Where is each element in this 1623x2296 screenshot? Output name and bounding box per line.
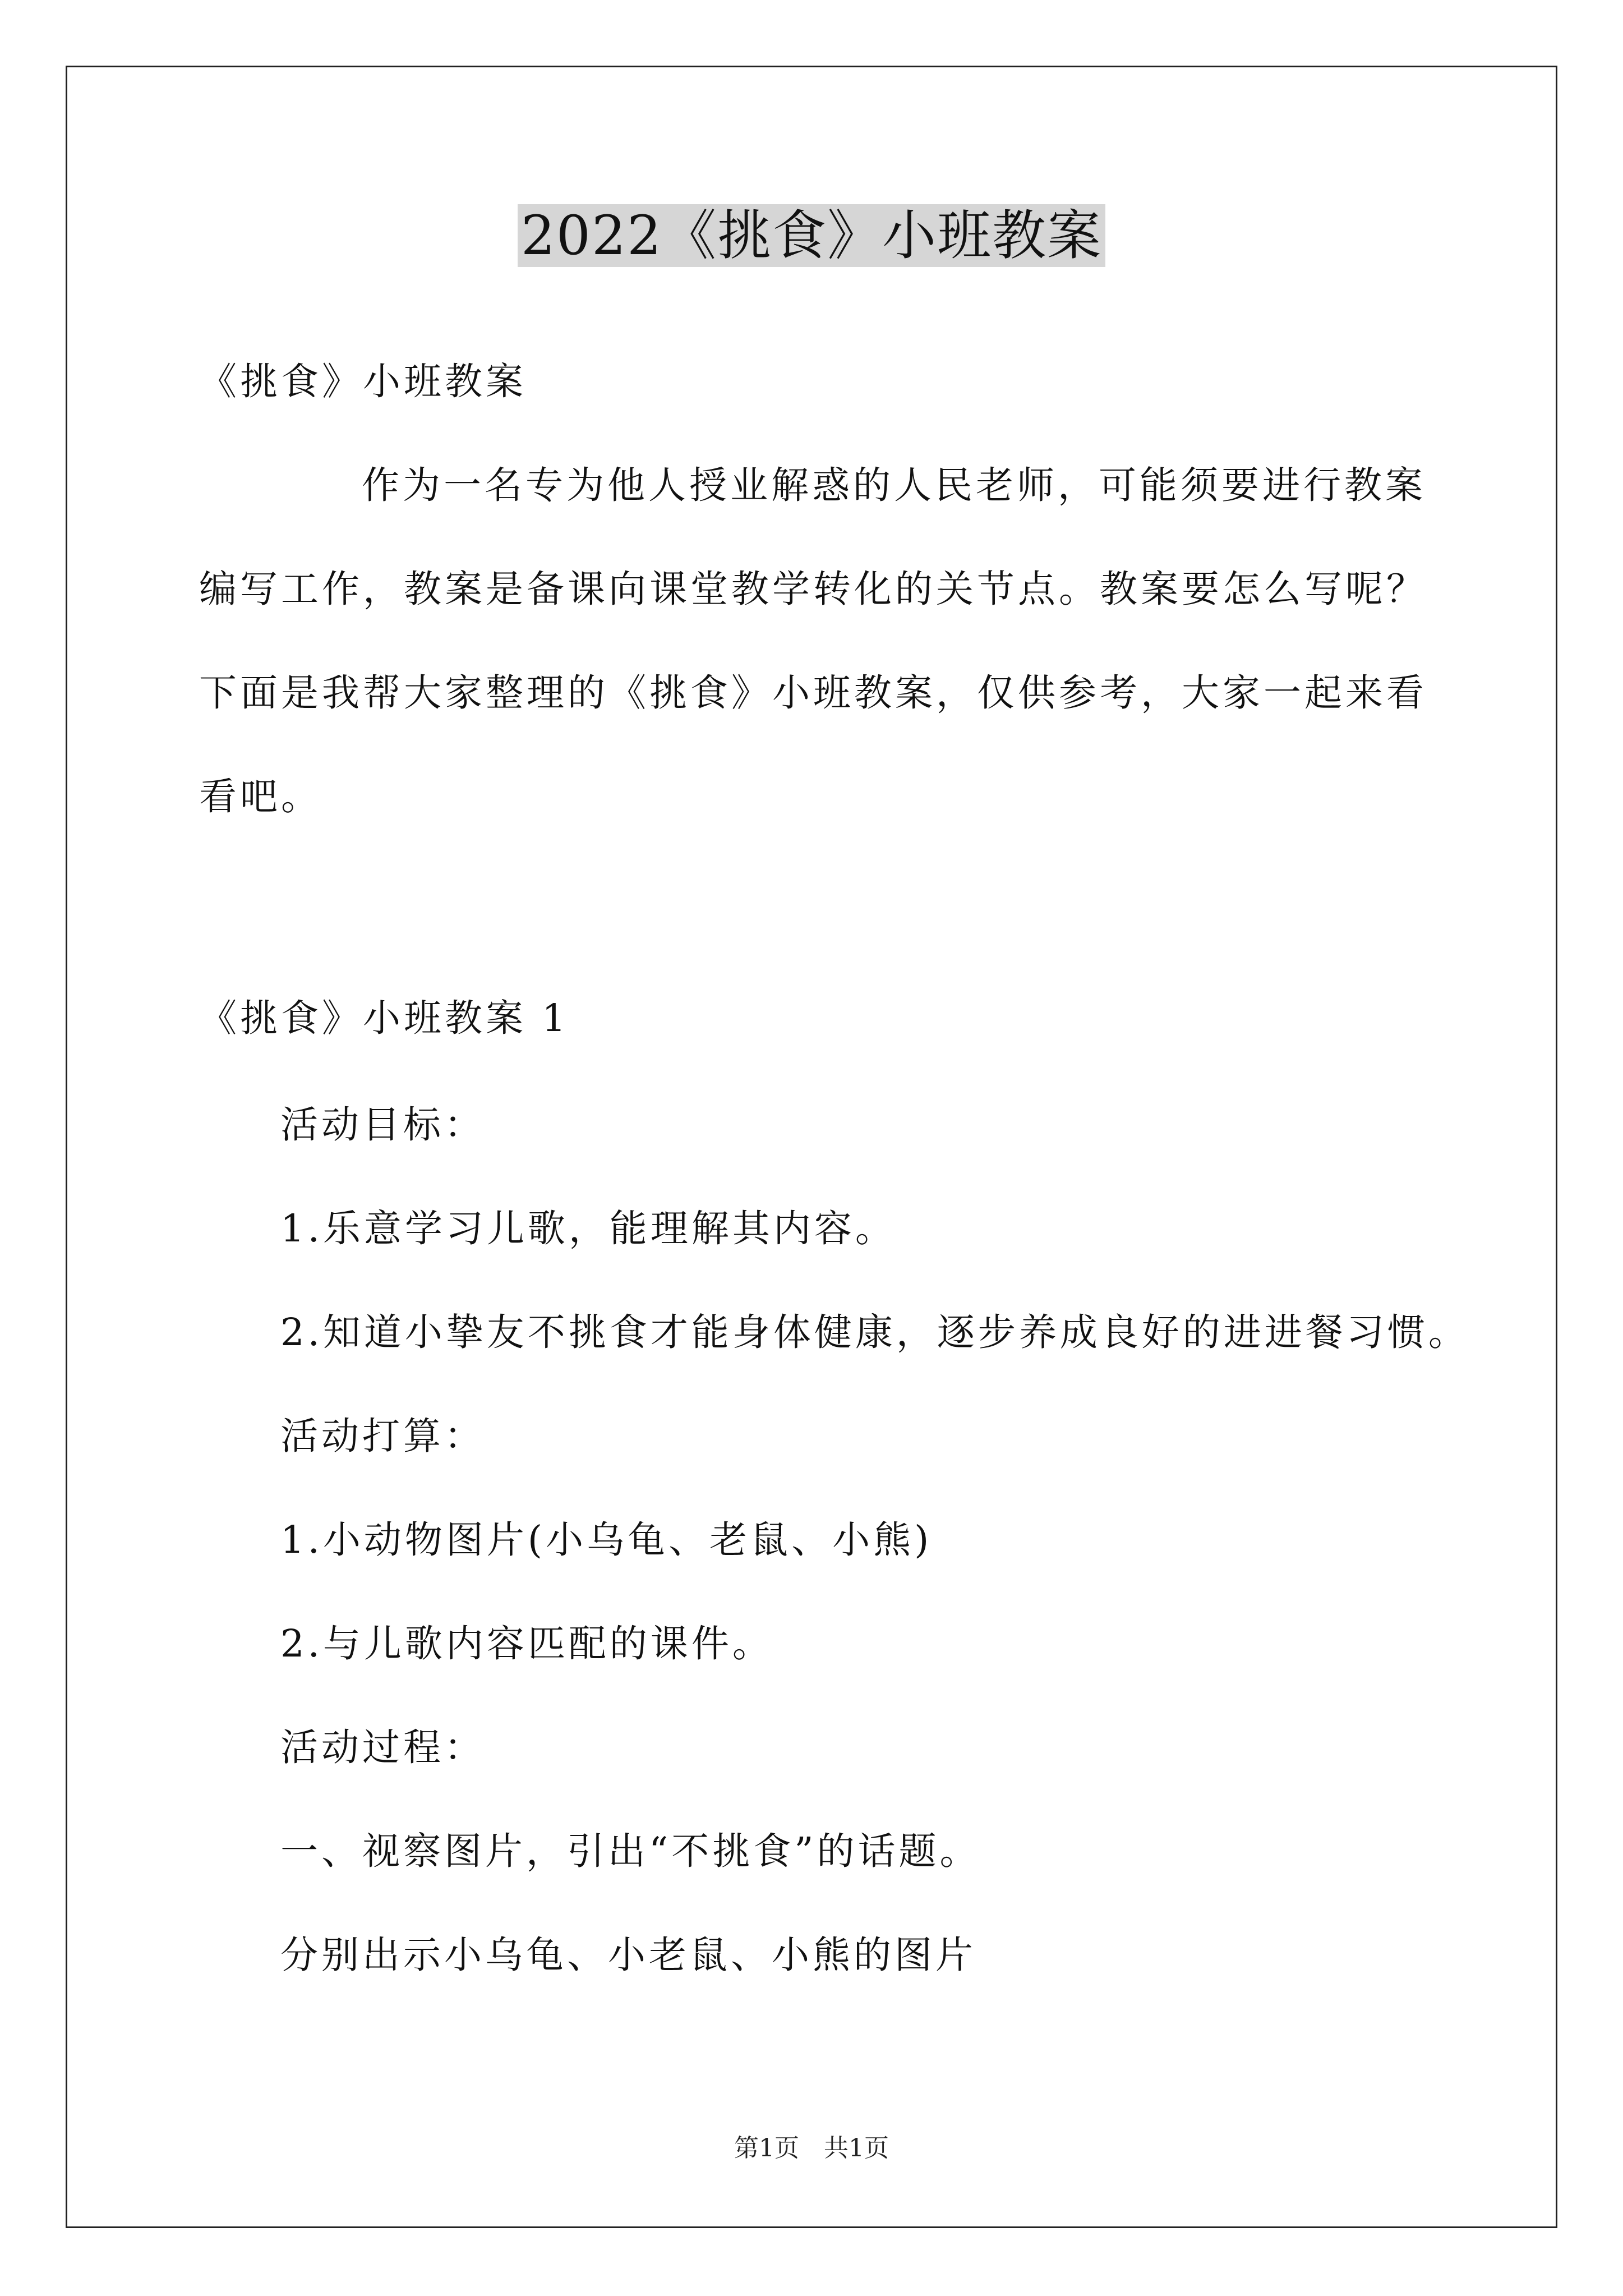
intro-line-3: 下面是我帮大家整理的《挑食》小班教案，仅供参考，大家一起来看: [199, 671, 1427, 715]
document-title-text: 2022《挑食》小班教案: [518, 204, 1105, 267]
body-line-2: 1.乐意学习儿歌，能理解其内容。: [280, 1207, 896, 1250]
body-line-7: 活动过程：: [280, 1726, 485, 1769]
page-footer: 第1页 共1页: [734, 2134, 889, 2162]
body-line-1: 活动目标：: [280, 1103, 485, 1147]
intro-line-1: 作为一名专为他人授业解惑的人民老师，可能须要进行教案: [362, 463, 1426, 507]
intro-line-4: 看吧。: [199, 775, 322, 818]
section-heading: 《挑食》小班教案 1: [199, 996, 569, 1040]
body-line-6: 2.与儿歌内容匹配的课件。: [280, 1622, 773, 1665]
body-line-5: 1.小动物图片(小乌龟、老鼠、小熊): [280, 1518, 933, 1562]
body-line-8: 一、视察图片，引出“不挑食”的话题。: [280, 1829, 981, 1873]
intro-line-2: 编写工作，教案是备课向课堂教学转化的关节点。教案要怎么写呢？: [199, 567, 1427, 611]
body-line-4: 活动打算：: [280, 1414, 485, 1458]
body-line-3: 2.知道小挚友不挑食才能身体健康，逐步养成良好的进进餐习惯。: [280, 1310, 1469, 1354]
body-line-9: 分别出示小乌龟、小老鼠、小熊的图片: [280, 1933, 976, 1977]
document-subtitle: 《挑食》小班教案: [199, 360, 527, 403]
document-title: [0, 199, 1623, 272]
